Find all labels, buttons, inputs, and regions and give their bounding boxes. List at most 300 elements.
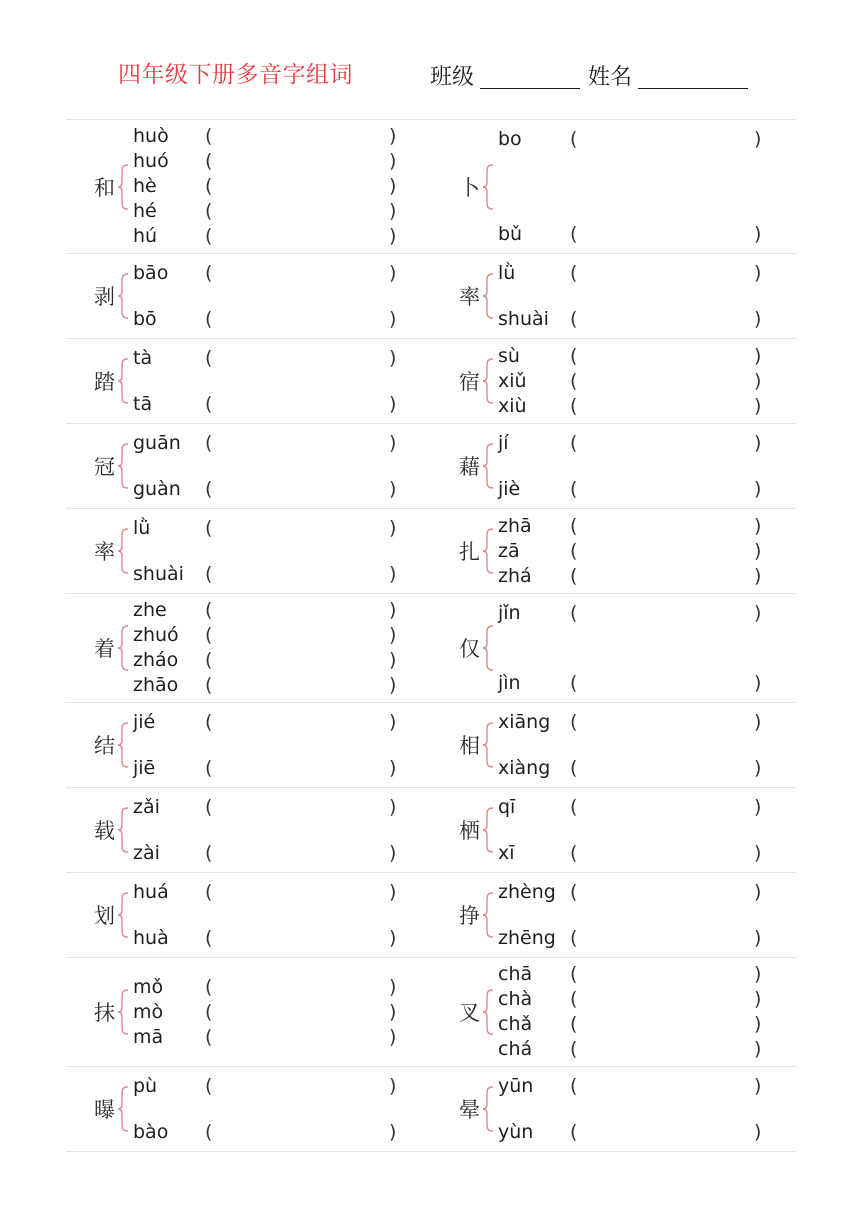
polyphone-character: 扎 (459, 540, 480, 564)
polyphone-character: 相 (459, 734, 480, 758)
answer-close-paren[interactable]: ) (389, 711, 397, 733)
pinyin-reading: bo (498, 128, 522, 150)
polyphone-entry-right (431, 1067, 796, 1151)
answer-open-paren[interactable]: ( (205, 517, 213, 539)
pinyin-reading: hú (133, 225, 158, 247)
answer-open-paren[interactable]: ( (205, 842, 213, 864)
answer-open-paren[interactable]: ( (205, 881, 213, 903)
answer-close-paren[interactable]: ) (389, 1025, 397, 1048)
answer-open-paren[interactable]: ( (205, 711, 213, 733)
brace-icon (482, 722, 494, 768)
pinyin-reading: zhá (498, 564, 532, 587)
reading-line (133, 1000, 397, 1024)
reading-line (133, 346, 397, 370)
reading-line (133, 710, 397, 734)
answer-open-paren[interactable]: ( (570, 963, 578, 985)
reading-line (133, 880, 397, 904)
answer-open-paren[interactable]: ( (205, 262, 213, 284)
table-row (66, 593, 796, 702)
brace-icon (482, 528, 494, 574)
pinyin-reading: huó (133, 150, 169, 172)
class-label: 班级 (430, 65, 475, 90)
pinyin-reading: zǎi (133, 796, 160, 818)
reading-line (498, 841, 762, 865)
reading-line (498, 671, 762, 695)
pinyin-reading: yūn (498, 1075, 534, 1097)
answer-close-paren[interactable]: ) (389, 262, 397, 284)
reading-line (133, 841, 397, 865)
answer-open-paren[interactable]: ( (570, 1038, 578, 1060)
reading-line (133, 975, 397, 999)
answer-open-paren[interactable]: ( (205, 125, 213, 147)
reading-line (133, 199, 397, 223)
polyphone-character: 藉 (459, 455, 480, 479)
pinyin-reading: jiè (498, 478, 521, 500)
answer-open-paren[interactable]: ( (205, 563, 213, 585)
reading-line (498, 564, 762, 588)
worksheet-header (0, 0, 860, 110)
reading-line (133, 756, 397, 780)
table-row (66, 872, 796, 957)
answer-close-paren[interactable]: ) (389, 1000, 397, 1023)
answer-close-paren[interactable]: ) (754, 128, 762, 150)
pinyin-reading: huà (133, 927, 169, 949)
answer-close-paren[interactable]: ) (389, 308, 397, 330)
answer-open-paren[interactable]: ( (205, 624, 213, 646)
table-row (66, 957, 796, 1066)
answer-open-paren[interactable]: ( (205, 599, 213, 621)
table-row (66, 338, 796, 423)
reading-line (133, 149, 397, 173)
reading-line (133, 623, 397, 647)
polyphone-entry-left (66, 120, 431, 253)
answer-close-paren[interactable]: ) (754, 672, 762, 694)
brace-icon (482, 625, 494, 671)
reading-line (133, 261, 397, 285)
reading-line (133, 1120, 397, 1144)
polyphone-entry-right (431, 873, 796, 957)
answer-open-paren[interactable]: ( (570, 308, 578, 330)
student-info (430, 60, 748, 91)
answer-close-paren[interactable]: ) (389, 796, 397, 818)
polyphone-entry-left (66, 1067, 431, 1151)
answer-open-paren[interactable]: ( (570, 514, 578, 537)
polyphone-character: 叉 (459, 1001, 480, 1025)
answer-close-paren[interactable]: ) (754, 757, 762, 779)
answer-close-paren[interactable]: ) (754, 1013, 762, 1035)
polyphone-entry-right (431, 339, 796, 423)
answer-open-paren[interactable]: ( (570, 988, 578, 1010)
table-row (66, 787, 796, 872)
pinyin-reading: xī (498, 842, 515, 864)
answer-open-paren[interactable]: ( (570, 432, 578, 454)
polyphone-character: 卜 (459, 175, 480, 200)
brace-icon (482, 443, 494, 489)
reading-line (498, 926, 762, 950)
reading-line (498, 431, 762, 455)
answer-open-paren[interactable]: ( (570, 478, 578, 500)
polyphone-entry-left (66, 339, 431, 423)
reading-line (133, 477, 397, 501)
reading-line (498, 1074, 762, 1098)
pinyin-reading: zhèng (498, 881, 556, 903)
table-row (66, 1066, 796, 1152)
polyphone-entry-right (431, 594, 796, 702)
pinyin-reading: hè (133, 175, 157, 197)
pinyin-reading: zhā (498, 514, 532, 537)
answer-open-paren[interactable]: ( (205, 674, 213, 696)
answer-open-paren[interactable]: ( (205, 308, 213, 330)
reading-line (498, 880, 762, 904)
brace-icon (117, 989, 129, 1035)
pinyin-reading: tà (133, 347, 153, 369)
answer-open-paren[interactable]: ( (205, 1121, 213, 1143)
answer-open-paren[interactable]: ( (205, 927, 213, 949)
polyphone-character: 率 (459, 285, 480, 309)
polyphone-entry-left (66, 594, 431, 702)
answer-close-paren[interactable]: ) (754, 963, 762, 985)
answer-open-paren[interactable]: ( (205, 393, 213, 415)
answer-close-paren[interactable]: ) (754, 223, 762, 245)
polyphone-entry-right (431, 703, 796, 787)
table-row (66, 702, 796, 787)
answer-open-paren[interactable]: ( (205, 175, 213, 197)
brace-icon (117, 443, 129, 489)
reading-line (133, 926, 397, 950)
polyphone-character: 率 (94, 540, 115, 564)
answer-close-paren[interactable]: ) (389, 563, 397, 585)
pinyin-reading: zhuó (133, 624, 179, 646)
reading-line (498, 987, 762, 1011)
answer-close-paren[interactable]: ) (754, 1038, 762, 1060)
answer-close-paren[interactable]: ) (389, 432, 397, 454)
brace-icon (117, 892, 129, 938)
reading-line (133, 516, 397, 540)
answer-close-paren[interactable]: ) (389, 927, 397, 949)
table-row (66, 119, 796, 253)
answer-close-paren[interactable]: ) (754, 514, 762, 537)
reading-line (133, 124, 397, 148)
answer-close-paren[interactable]: ) (389, 393, 397, 415)
polyphone-entry-right (431, 509, 796, 593)
reading-line (498, 795, 762, 819)
pinyin-reading: xiāng (498, 711, 551, 733)
polyphone-character: 载 (94, 819, 115, 843)
answer-close-paren[interactable]: ) (754, 881, 762, 903)
answer-close-paren[interactable]: ) (754, 988, 762, 1010)
pinyin-reading: xiàng (498, 757, 551, 779)
pinyin-reading: mǒ (133, 975, 164, 998)
polyphone-entry-left (66, 873, 431, 957)
pinyin-reading: zā (498, 539, 520, 562)
reading-line (133, 648, 397, 672)
pinyin-reading: sù (498, 344, 520, 367)
brace-icon (482, 164, 494, 210)
polyphone-entry-left (66, 509, 431, 593)
answer-open-paren[interactable]: ( (570, 1121, 578, 1143)
polyphone-character: 划 (94, 904, 115, 928)
answer-close-paren[interactable]: ) (389, 200, 397, 222)
answer-close-paren[interactable]: ) (754, 927, 762, 949)
pinyin-reading: zhāo (133, 674, 179, 696)
answer-close-paren[interactable]: ) (754, 711, 762, 733)
pinyin-reading: tā (133, 393, 153, 415)
reading-line (498, 127, 762, 151)
reading-line (133, 598, 397, 622)
answer-open-paren[interactable]: ( (570, 842, 578, 864)
answer-close-paren[interactable]: ) (389, 1121, 397, 1143)
polyphone-character: 着 (94, 637, 115, 661)
answer-close-paren[interactable]: ) (389, 1075, 397, 1097)
polyphone-character: 结 (94, 734, 115, 758)
pinyin-reading: zhe (133, 599, 167, 621)
polyphone-character: 抹 (94, 1001, 115, 1025)
answer-close-paren[interactable]: ) (754, 369, 762, 392)
polyphone-character: 和 (94, 175, 115, 200)
answer-close-paren[interactable]: ) (389, 624, 397, 646)
reading-line (133, 174, 397, 198)
answer-close-paren[interactable]: ) (754, 394, 762, 417)
polyphone-entry-right (431, 424, 796, 508)
answer-close-paren[interactable]: ) (754, 308, 762, 330)
pinyin-reading: lǜ (498, 262, 516, 284)
answer-close-paren[interactable]: ) (754, 344, 762, 367)
answer-close-paren[interactable]: ) (389, 175, 397, 197)
reading-line (498, 601, 762, 625)
reading-line (498, 344, 762, 368)
reading-line (498, 261, 762, 285)
answer-open-paren[interactable]: ( (570, 539, 578, 562)
answer-close-paren[interactable]: ) (754, 842, 762, 864)
answer-open-paren[interactable]: ( (570, 757, 578, 779)
reading-line (133, 673, 397, 697)
answer-open-paren[interactable]: ( (570, 927, 578, 949)
brace-icon (482, 892, 494, 938)
polyphone-entry-right (431, 958, 796, 1066)
reading-line (498, 1120, 762, 1144)
reading-line (498, 710, 762, 734)
reading-line (498, 539, 762, 563)
pinyin-reading: bāo (133, 262, 169, 284)
answer-open-paren[interactable]: ( (570, 881, 578, 903)
polyphone-entry-left (66, 958, 431, 1066)
answer-open-paren[interactable]: ( (205, 1025, 213, 1048)
pinyin-reading: bō (133, 308, 157, 330)
reading-line (498, 307, 762, 331)
answer-close-paren[interactable]: ) (389, 478, 397, 500)
answer-open-paren[interactable]: ( (205, 1075, 213, 1097)
pinyin-reading: yùn (498, 1121, 534, 1143)
pinyin-reading: xiù (498, 394, 527, 417)
pinyin-reading: xiǔ (498, 369, 527, 392)
polyphone-character: 挣 (459, 904, 480, 928)
answer-open-paren[interactable]: ( (570, 262, 578, 284)
answer-open-paren[interactable]: ( (570, 602, 578, 624)
answer-close-paren[interactable]: ) (754, 1075, 762, 1097)
reading-line (498, 369, 762, 393)
reading-line (133, 224, 397, 248)
answer-close-paren[interactable]: ) (389, 347, 397, 369)
answer-open-paren[interactable]: ( (205, 975, 213, 998)
table-row (66, 423, 796, 508)
polyphone-entry-right (431, 788, 796, 872)
pinyin-reading: lǜ (133, 517, 151, 539)
answer-close-paren[interactable]: ) (389, 150, 397, 172)
reading-line (498, 756, 762, 780)
brace-icon (482, 358, 494, 404)
answer-close-paren[interactable]: ) (389, 649, 397, 671)
brace-icon (117, 273, 129, 319)
pinyin-reading: jí (498, 432, 509, 454)
answer-close-paren[interactable]: ) (389, 225, 397, 247)
answer-open-paren[interactable]: ( (570, 344, 578, 367)
brace-icon (117, 164, 129, 210)
answer-close-paren[interactable]: ) (389, 842, 397, 864)
answer-close-paren[interactable]: ) (389, 125, 397, 147)
answer-close-paren[interactable]: ) (389, 599, 397, 621)
answer-open-paren[interactable]: ( (205, 796, 213, 818)
brace-icon (117, 722, 129, 768)
reading-line (133, 562, 397, 586)
polyphone-entry-left (66, 424, 431, 508)
answer-close-paren[interactable]: ) (389, 975, 397, 998)
pinyin-reading: jǐn (498, 602, 521, 624)
answer-open-paren[interactable]: ( (205, 649, 213, 671)
answer-open-paren[interactable]: ( (570, 394, 578, 417)
polyphone-entry-right (431, 120, 796, 253)
answer-open-paren[interactable]: ( (570, 1075, 578, 1097)
answer-close-paren[interactable]: ) (389, 881, 397, 903)
pinyin-reading: mò (133, 1000, 164, 1023)
reading-line (498, 1012, 762, 1036)
answer-close-paren[interactable]: ) (754, 1121, 762, 1143)
reading-line (498, 477, 762, 501)
answer-open-paren[interactable]: ( (205, 347, 213, 369)
pinyin-reading: bào (133, 1121, 169, 1143)
brace-icon (482, 989, 494, 1035)
answer-close-paren[interactable]: ) (754, 796, 762, 818)
name-blank[interactable] (638, 66, 748, 89)
answer-open-paren[interactable]: ( (570, 1013, 578, 1035)
pinyin-reading: zháo (133, 649, 179, 671)
pinyin-reading: jiē (133, 757, 156, 779)
brace-icon (482, 273, 494, 319)
polyphone-character: 晕 (459, 1098, 480, 1122)
answer-close-paren[interactable]: ) (754, 478, 762, 500)
answer-open-paren[interactable]: ( (570, 369, 578, 392)
answer-open-paren[interactable]: ( (205, 432, 213, 454)
brace-icon (117, 1086, 129, 1132)
reading-line (133, 795, 397, 819)
brace-icon (482, 1086, 494, 1132)
answer-open-paren[interactable]: ( (205, 200, 213, 222)
answer-open-paren[interactable]: ( (205, 225, 213, 247)
pinyin-reading: chǎ (498, 1013, 533, 1035)
pinyin-reading: zài (133, 842, 160, 864)
polyphone-character: 踏 (94, 370, 115, 394)
answer-open-paren[interactable]: ( (570, 564, 578, 587)
reading-line (133, 307, 397, 331)
answer-open-paren[interactable]: ( (570, 796, 578, 818)
answer-close-paren[interactable]: ) (754, 262, 762, 284)
answer-open-paren[interactable]: ( (570, 672, 578, 694)
answer-close-paren[interactable]: ) (389, 757, 397, 779)
reading-line (498, 394, 762, 418)
table-row (66, 253, 796, 338)
pinyin-reading: jìn (498, 672, 521, 694)
polyphone-table (66, 119, 796, 1152)
class-blank[interactable] (480, 66, 580, 89)
pinyin-reading: guān (133, 432, 181, 454)
answer-close-paren[interactable]: ) (754, 564, 762, 587)
pinyin-reading: pù (133, 1075, 158, 1097)
answer-close-paren[interactable]: ) (754, 432, 762, 454)
pinyin-reading: chá (498, 1038, 533, 1060)
pinyin-reading: qī (498, 796, 516, 818)
name-label: 姓名 (588, 65, 633, 90)
polyphone-entry-left (66, 788, 431, 872)
pinyin-reading: chā (498, 963, 533, 985)
polyphone-character: 冠 (94, 455, 115, 479)
reading-line (498, 222, 762, 246)
answer-close-paren[interactable]: ) (389, 517, 397, 539)
polyphone-character: 剥 (94, 285, 115, 309)
answer-close-paren[interactable]: ) (754, 539, 762, 562)
reading-line (498, 514, 762, 538)
polyphone-entry-left (66, 703, 431, 787)
pinyin-reading: chà (498, 988, 533, 1010)
pinyin-reading: bǔ (498, 223, 523, 245)
brace-icon (117, 358, 129, 404)
table-row (66, 508, 796, 593)
reading-line (133, 431, 397, 455)
pinyin-reading: mā (133, 1025, 164, 1048)
answer-close-paren[interactable]: ) (389, 674, 397, 696)
brace-icon (117, 528, 129, 574)
answer-open-paren[interactable]: ( (205, 478, 213, 500)
answer-open-paren[interactable]: ( (570, 711, 578, 733)
polyphone-character: 曝 (94, 1098, 115, 1122)
pinyin-reading: jié (133, 711, 156, 733)
answer-open-paren[interactable]: ( (570, 223, 578, 245)
polyphone-character: 栖 (459, 819, 480, 843)
pinyin-reading: guàn (133, 478, 181, 500)
polyphone-character: 宿 (459, 370, 480, 394)
polyphone-character: 仅 (459, 637, 480, 661)
pinyin-reading: huò (133, 125, 169, 147)
pinyin-reading: shuài (498, 308, 549, 330)
reading-line (133, 392, 397, 416)
brace-icon (117, 807, 129, 853)
worksheet-title: 四年级下册多音字组词 (118, 62, 353, 88)
answer-open-paren[interactable]: ( (205, 1000, 213, 1023)
answer-close-paren[interactable]: ) (754, 602, 762, 624)
answer-open-paren[interactable]: ( (570, 128, 578, 150)
answer-open-paren[interactable]: ( (205, 757, 213, 779)
reading-line (133, 1025, 397, 1049)
answer-open-paren[interactable]: ( (205, 150, 213, 172)
brace-icon (482, 807, 494, 853)
reading-line (498, 962, 762, 986)
reading-line (498, 1037, 762, 1061)
brace-icon (117, 625, 129, 671)
polyphone-entry-left (66, 254, 431, 338)
reading-line (133, 1074, 397, 1098)
pinyin-reading: zhēng (498, 927, 556, 949)
polyphone-entry-right (431, 254, 796, 338)
pinyin-reading: huá (133, 881, 169, 903)
pinyin-reading: hé (133, 200, 157, 222)
